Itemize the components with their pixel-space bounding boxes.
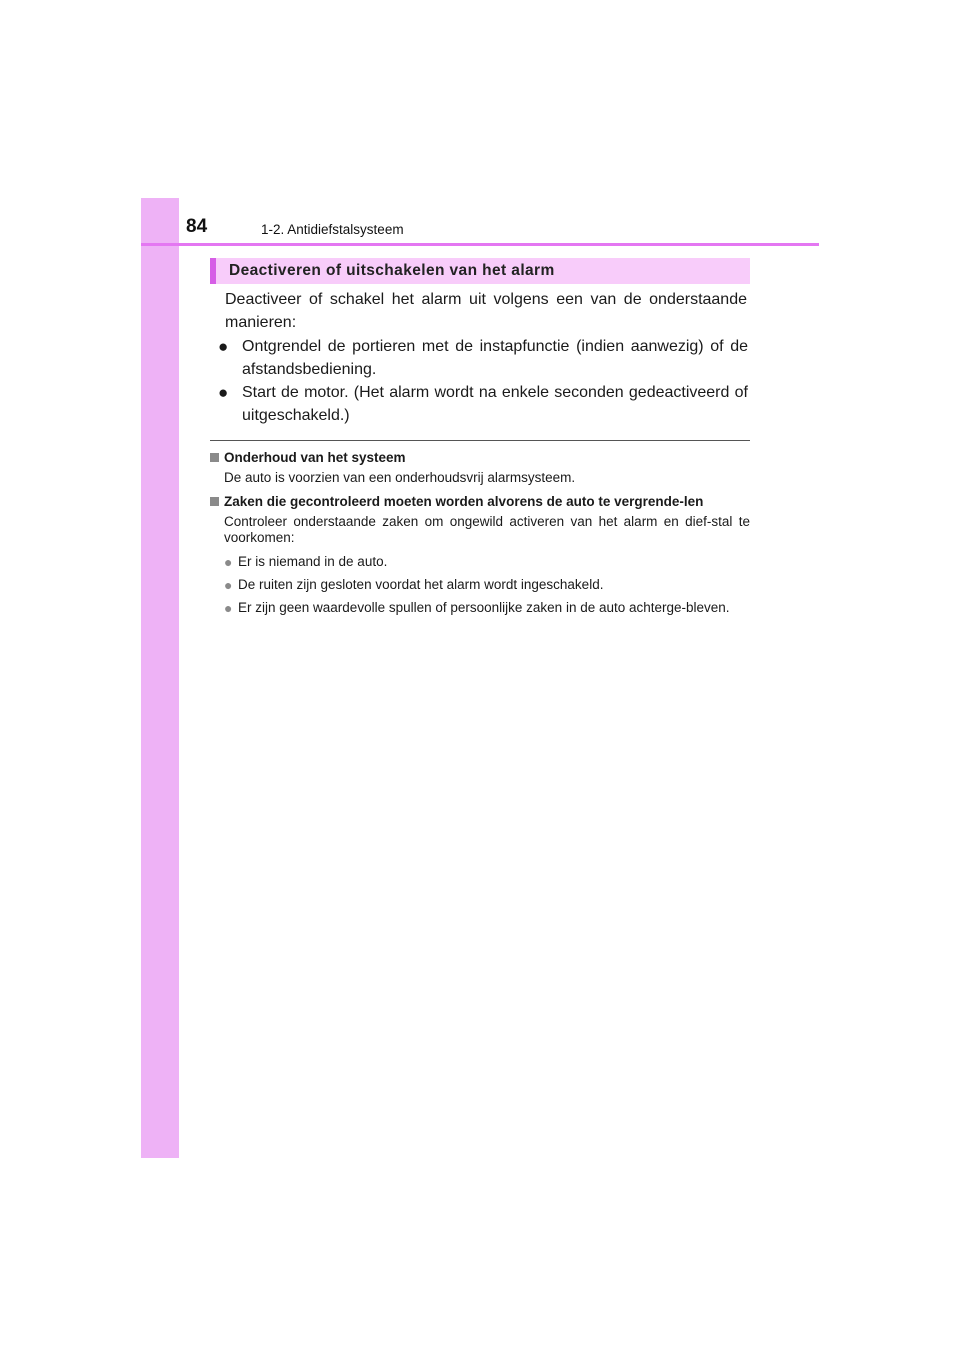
square-bullet-icon — [210, 497, 219, 506]
notes-divider — [210, 440, 750, 441]
square-bullet-icon — [210, 453, 219, 462]
header-rule — [141, 243, 819, 246]
section-title-box — [210, 258, 750, 284]
main-bullet-item — [218, 382, 748, 427]
section-title: Deactiveren of uitschakelen van het alarm — [229, 262, 555, 279]
note-bullet-item — [210, 554, 750, 570]
note-heading — [210, 450, 750, 466]
note-bullet-text: Er is niemand in de auto. — [238, 554, 388, 569]
bullet-dot-icon: ● — [218, 337, 229, 356]
note-body: De auto is voorzien van een onderhoudsvrij alarmsysteem. — [224, 470, 576, 485]
side-tab-band — [141, 198, 179, 1158]
main-bullet-text: Ontgrendel de portieren met de instapfunctie (indien aanwezig) of de afstandsbediening. — [242, 338, 748, 378]
main-bullet-list — [218, 336, 748, 428]
note-heading — [210, 494, 750, 510]
note-bullet-item — [210, 600, 750, 616]
bullet-dot-icon: ● — [218, 383, 229, 402]
section-label: 1-2. Antidiefstalsysteem — [261, 222, 404, 237]
bullet-dot-icon: ● — [224, 554, 233, 570]
note-body: Controleer onderstaande zaken om ongewild activeren van het alarm en dief-stal te voorkomen: — [224, 514, 750, 545]
notes-section — [210, 450, 750, 616]
note-heading-text: Onderhoud van het systeem — [224, 450, 406, 465]
main-bullet-text: Start de motor. (Het alarm wordt na enkele seconden gedeactiveerd of uitgeschakeld.) — [242, 384, 748, 424]
intro-paragraph: Deactiveer of schakel het alarm uit volgens een van de onderstaande manieren: — [225, 291, 747, 331]
note-heading-text: Zaken die gecontroleerd moeten worden alvorens de auto te vergrende-len — [224, 494, 704, 509]
note-bullet-text: Er zijn geen waardevolle spullen of persoonlijke zaken in de auto achterge-bleven. — [238, 600, 730, 615]
main-bullet-item — [218, 336, 748, 381]
note-bullet-text: De ruiten zijn gesloten voordat het alarm wordt ingeschakeld. — [238, 577, 604, 592]
note-bullet-item — [210, 577, 750, 593]
bullet-dot-icon: ● — [224, 600, 233, 616]
page-number: 84 — [186, 216, 208, 237]
bullet-dot-icon: ● — [224, 577, 233, 593]
